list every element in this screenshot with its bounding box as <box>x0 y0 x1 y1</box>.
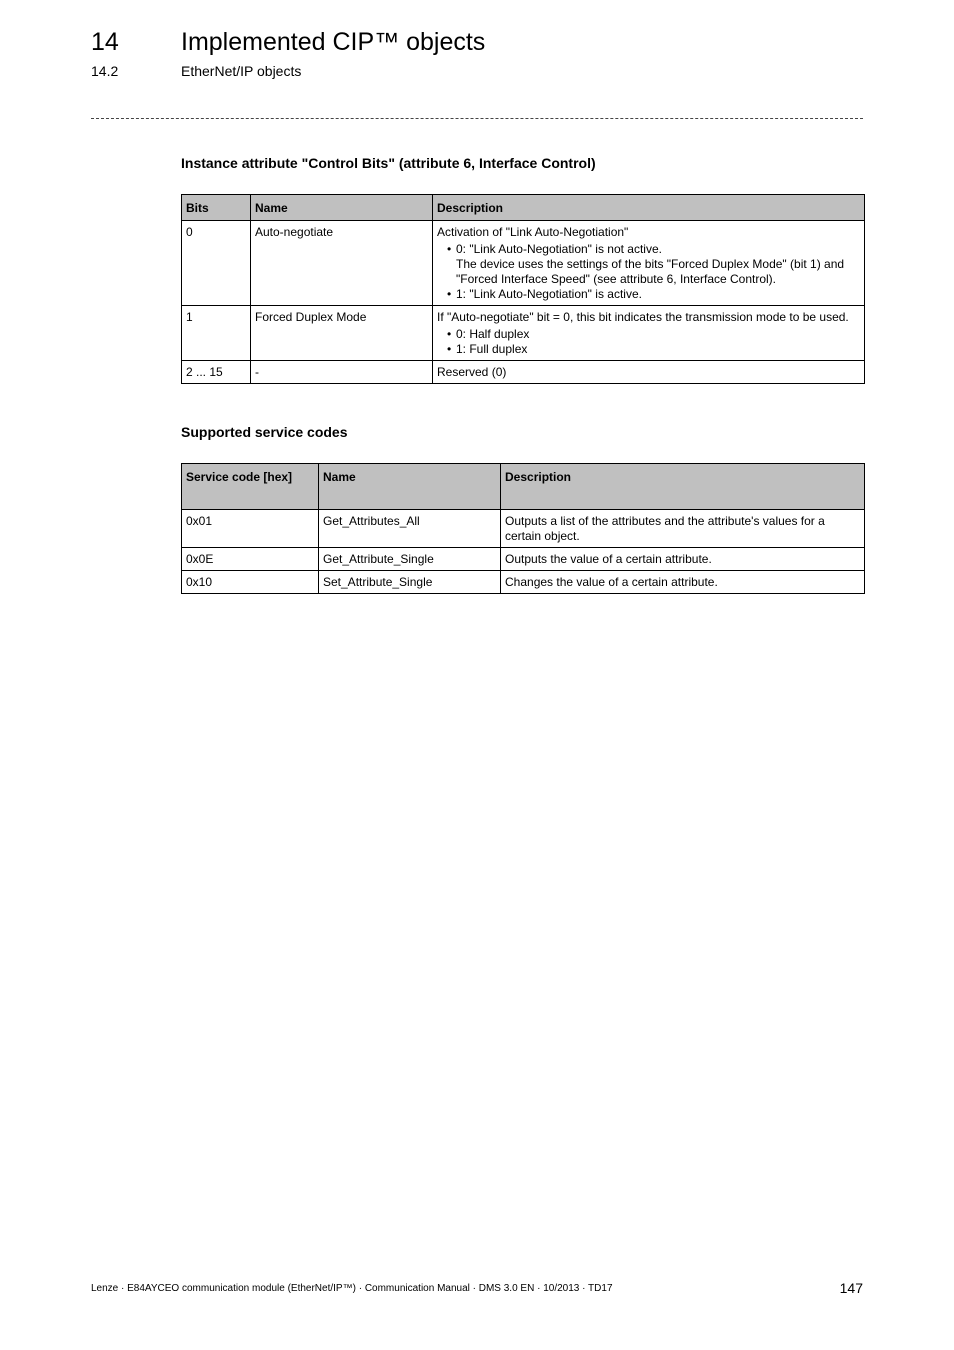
table-header-row <box>182 195 865 221</box>
control-bits-table <box>181 194 865 384</box>
section-title: EtherNet/IP objects <box>181 63 302 79</box>
list-item: • 1: Full duplex <box>447 342 860 357</box>
name-cell: - <box>251 361 433 384</box>
service-codes-heading: Supported service codes <box>181 424 348 440</box>
header-divider <box>91 118 863 119</box>
name-cell: Forced Duplex Mode <box>251 306 433 361</box>
bits-cell: 1 <box>182 306 251 361</box>
column-header-service-code: Service code [hex] <box>182 464 319 510</box>
bullet-text: • 0: "Link Auto-Negotiation" is not active. <box>456 242 662 256</box>
column-header-description: Description <box>501 464 865 510</box>
bullet-list <box>437 327 860 357</box>
footer-text: Lenze · E84AYCEO communication module (EtherNet/IP™) · Communication Manual · DMS 3.0 EN · 10/2013 · TD17 <box>91 1283 613 1294</box>
description-cell: Outputs the value of a certain attribute. <box>501 548 865 571</box>
bullet-continuation: The device uses the settings of the bits "Forced Duplex Mode" (bit 1) and "Forced Interface Speed" (see attribute 6, Interface Control). <box>456 257 845 286</box>
description-cell <box>433 306 865 361</box>
page-number: 147 <box>839 1280 863 1296</box>
description-cell: Outputs a list of the attributes and the attribute's values for a certain object. <box>501 510 865 548</box>
list-item <box>447 242 860 287</box>
description-intro: Activation of "Link Auto-Negotiation" <box>437 225 629 239</box>
column-header-description: Description <box>433 195 865 221</box>
column-header-bits: Bits <box>182 195 251 221</box>
name-cell: Set_Attribute_Single <box>319 571 501 594</box>
table-row <box>182 221 865 306</box>
table-header-row <box>182 464 865 510</box>
table-row <box>182 361 865 384</box>
name-cell: Get_Attribute_Single <box>319 548 501 571</box>
description-intro: If "Auto-negotiate" bit = 0, this bit indicates the transmission mode to be used. <box>437 310 849 324</box>
list-item: • 1: "Link Auto-Negotiation" is active. <box>447 287 860 302</box>
name-cell: Auto-negotiate <box>251 221 433 306</box>
bullet-list <box>437 242 860 302</box>
chapter-title: Implemented CIP™ objects <box>181 28 486 56</box>
description-cell <box>433 221 865 306</box>
description-cell: Changes the value of a certain attribute. <box>501 571 865 594</box>
bits-cell: 2 ... 15 <box>182 361 251 384</box>
table-row <box>182 571 865 594</box>
bits-cell: 0 <box>182 221 251 306</box>
service-code-cell: 0x10 <box>182 571 319 594</box>
description-cell: Reserved (0) <box>433 361 865 384</box>
table-row <box>182 306 865 361</box>
table-row <box>182 510 865 548</box>
column-header-name: Name <box>251 195 433 221</box>
control-bits-heading: Instance attribute "Control Bits" (attribute 6, Interface Control) <box>181 155 596 171</box>
chapter-number: 14 <box>91 28 119 56</box>
column-header-name: Name <box>319 464 501 510</box>
section-number: 14.2 <box>91 63 119 79</box>
name-cell: Get_Attributes_All <box>319 510 501 548</box>
service-code-cell: 0x01 <box>182 510 319 548</box>
list-item: • 0: Half duplex <box>447 327 860 342</box>
service-codes-table <box>181 463 865 594</box>
service-code-cell: 0x0E <box>182 548 319 571</box>
table-row <box>182 548 865 571</box>
